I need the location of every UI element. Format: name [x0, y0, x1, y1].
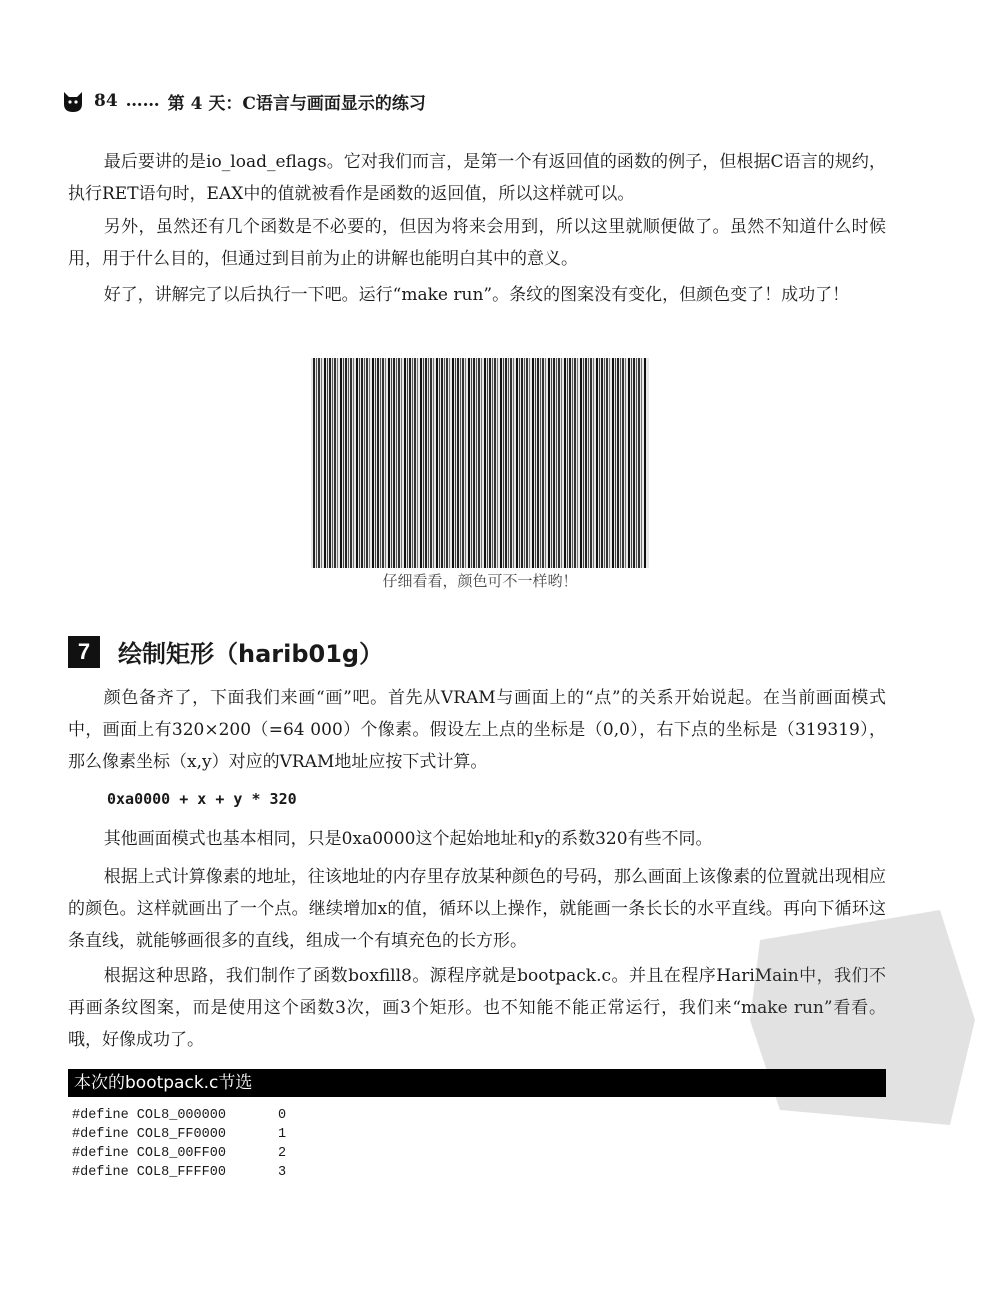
paragraph: 好了，讲解完了以后执行一下吧。运行“make run”。条纹的图案没有变化，但颜色变了！成功了！ — [103, 285, 850, 305]
stripe-line — [641, 358, 642, 568]
stripe-line — [385, 358, 386, 568]
page-number: 84 — [94, 91, 118, 111]
stripe-line — [548, 358, 550, 568]
stripe-line — [622, 358, 624, 568]
stripe-line — [369, 358, 370, 568]
stripe-figure — [311, 358, 649, 568]
stripe-line — [604, 358, 605, 568]
stripe-line — [449, 358, 450, 568]
stripe-line — [343, 358, 344, 568]
stripe-line — [452, 358, 454, 568]
stripe-line — [455, 358, 456, 568]
stripe-line — [625, 358, 626, 568]
stripe-line — [417, 358, 418, 568]
code-value: 2 — [278, 1146, 287, 1161]
section-heading — [68, 634, 383, 669]
stripe-line — [583, 358, 584, 568]
stripe-line — [468, 358, 470, 568]
stripe-line — [457, 358, 459, 568]
stripe-line — [609, 358, 610, 568]
stripe-line — [596, 358, 598, 568]
stripe-line — [372, 358, 374, 568]
paragraph: 根据上式计算像素的地址，往该地址的内存里存放某种颜色的号码，那么画面上该像素的位置就出现相应的颜色。这样就画出了一个点。继续增加x的值，循环以上操作，就能画一条长长的水平直线。再向下循环这条直线，就能够画很多的直线，组成一个有填充色的长方形。 — [68, 867, 886, 951]
stripe-line — [420, 358, 422, 568]
stripe-line — [359, 358, 360, 568]
stripe-line — [638, 358, 640, 568]
stripe-pattern-image — [311, 358, 649, 568]
stripe-line — [601, 358, 603, 568]
stripe-line — [375, 358, 376, 568]
stripe-line — [633, 358, 635, 568]
stripe-line — [481, 358, 482, 568]
stripe-line — [439, 358, 440, 568]
code-line — [72, 1125, 286, 1144]
stripe-line — [337, 358, 338, 568]
code-define: #define COL8_FF0000 — [72, 1127, 226, 1142]
stripe-line — [462, 358, 464, 568]
stripe-line — [599, 358, 600, 568]
stripe-line — [617, 358, 619, 568]
stripe-line — [393, 358, 395, 568]
stripe-line — [478, 358, 480, 568]
stripe-line — [519, 358, 520, 568]
stripe-line — [500, 358, 502, 568]
stripe-line — [553, 358, 555, 568]
stripe-line — [316, 358, 317, 568]
stripe-line — [345, 358, 347, 568]
stripe-line — [401, 358, 402, 568]
paragraph: 最后要讲的是io_load_eflags。它对我们而言，是第一个有返回值的函数的例子，但根据C语言的规约，执行RET语句时，EAX中的值就被看作是函数的返回值，所以这样就可以。 — [68, 152, 886, 204]
stripe-line — [425, 358, 427, 568]
stripe-line — [569, 358, 571, 568]
code-define: #define COL8_FFFF00 — [72, 1165, 226, 1180]
stripe-line — [503, 358, 504, 568]
stripe-line — [430, 358, 432, 568]
stripe-line — [487, 358, 488, 568]
stripe-line — [332, 358, 333, 568]
stripe-line — [492, 358, 493, 568]
stripe-line — [423, 358, 424, 568]
stripe-line — [412, 358, 413, 568]
stripe-line — [404, 358, 406, 568]
stripe-line — [414, 358, 416, 568]
stripe-line — [428, 358, 429, 568]
stripe-line — [567, 358, 568, 568]
stripe-line — [471, 358, 472, 568]
stripe-line — [396, 358, 397, 568]
stripe-line — [526, 358, 528, 568]
stripe-line — [446, 358, 448, 568]
stripe-line — [558, 358, 560, 568]
code-define: #define COL8_000000 — [72, 1108, 226, 1123]
stripe-line — [484, 358, 486, 568]
stripe-line — [564, 358, 566, 568]
stripe-line — [327, 358, 328, 568]
stripe-line — [516, 358, 518, 568]
stripe-line — [444, 358, 445, 568]
figure-caption: 仔细看看，颜色可不一样哟！ — [382, 572, 578, 590]
stripe-line — [391, 358, 392, 568]
paragraph: 其他画面模式也基本相同，只是0xa0000这个起始地址和y的系数320有些不同。 — [103, 829, 713, 849]
stripe-line — [580, 358, 582, 568]
stripe-line — [636, 358, 637, 568]
stripe-line — [409, 358, 411, 568]
code-block — [72, 1106, 286, 1182]
stripe-line — [436, 358, 438, 568]
paragraph: 根据这种思路，我们制作了函数boxfill8。源程序就是bootpack.c。并且在程序HariMain中，我们不再画条纹图案，而是使用这个函数3次，画3个矩形。也不知能不能正常运行，我们来“make run”看看。哦，好像成功了。 — [68, 966, 886, 1050]
stripe-line — [542, 358, 544, 568]
stripe-line — [364, 358, 365, 568]
stripe-line — [508, 358, 509, 568]
stripe-line — [382, 358, 384, 568]
code-value: 1 — [278, 1127, 287, 1142]
section-title: 绘制矩形（harib01g） — [118, 640, 384, 668]
stripe-line — [521, 358, 523, 568]
stripe-line — [631, 358, 632, 568]
stripe-line — [366, 358, 368, 568]
chapter-title: 第 4 天：C语言与画面显示的练习 — [167, 93, 426, 114]
stripe-line — [620, 358, 621, 568]
stripe-line — [545, 358, 546, 568]
stripe-line — [572, 358, 573, 568]
paragraph: 颜色备齐了，下面我们来画“画”吧。首先从VRAM与画面上的“点”的关系开始说起。在当前画面模式中，画面上有320×200（=64 000）个像素。假设左上点的坐标是（0,0），右下点的坐标是（319319），那么像素坐标（x,y）对应的VRAM地址应按下式计算。 — [68, 688, 886, 772]
stripe-line — [377, 358, 379, 568]
stripe-line — [321, 358, 322, 568]
stripe-line — [356, 358, 358, 568]
stripe-line — [529, 358, 530, 568]
stripe-line — [585, 358, 587, 568]
stripe-line — [561, 358, 562, 568]
code-line — [72, 1106, 286, 1125]
vram-formula: 0xa0000 + x + y * 320 — [107, 790, 297, 808]
stripe-line — [540, 358, 541, 568]
code-value: 0 — [278, 1108, 287, 1123]
stripe-line — [350, 358, 352, 568]
code-value: 3 — [278, 1165, 287, 1180]
stripe-line — [497, 358, 498, 568]
stripe-line — [433, 358, 434, 568]
stripe-line — [348, 358, 349, 568]
stripe-line — [577, 358, 578, 568]
stripe-line — [489, 358, 491, 568]
stripe-line — [606, 358, 608, 568]
stripe-line — [324, 358, 326, 568]
stripe-line — [615, 358, 616, 568]
stripe-line — [313, 358, 315, 568]
stripe-line — [551, 358, 552, 568]
stripe-line — [494, 358, 496, 568]
code-block-title: 本次的bootpack.c节选 — [68, 1069, 886, 1097]
stripe-line — [398, 358, 400, 568]
code-define: #define COL8_00FF00 — [72, 1146, 226, 1161]
section-number: 7 — [68, 636, 100, 668]
stripe-line — [473, 358, 475, 568]
stripe-line — [644, 358, 646, 568]
stripe-line — [465, 358, 466, 568]
stripe-line — [441, 358, 443, 568]
stripe-line — [524, 358, 525, 568]
stripe-line — [593, 358, 594, 568]
cat-logo-icon — [60, 88, 86, 114]
stripe-line — [353, 358, 354, 568]
stripe-line — [340, 358, 342, 568]
header-dots: …… — [125, 91, 160, 111]
stripe-line — [513, 358, 514, 568]
stripe-line — [537, 358, 539, 568]
stripe-line — [329, 358, 331, 568]
code-line — [72, 1144, 286, 1163]
stripe-line — [556, 358, 557, 568]
stripe-line — [334, 358, 336, 568]
code-line — [72, 1163, 286, 1182]
stripe-line — [318, 358, 320, 568]
stripe-line — [590, 358, 592, 568]
stripe-line — [535, 358, 536, 568]
stripe-line — [388, 358, 390, 568]
stripe-line — [407, 358, 408, 568]
page-header — [60, 88, 426, 114]
stripe-line — [361, 358, 363, 568]
stripe-line — [588, 358, 589, 568]
stripe-line — [628, 358, 630, 568]
stripe-line — [460, 358, 461, 568]
stripe-line — [476, 358, 477, 568]
stripe-line — [532, 358, 534, 568]
stripe-line — [510, 358, 512, 568]
paragraph: 另外，虽然还有几个函数是不必要的，但因为将来会用到，所以这里就顺便做了。虽然不知道什么时候用，用于什么目的，但通过到目前为止的讲解也能明白其中的意义。 — [68, 217, 886, 269]
stripe-line — [612, 358, 614, 568]
stripe-line — [380, 358, 381, 568]
stripe-line — [574, 358, 576, 568]
stripe-line — [505, 358, 507, 568]
